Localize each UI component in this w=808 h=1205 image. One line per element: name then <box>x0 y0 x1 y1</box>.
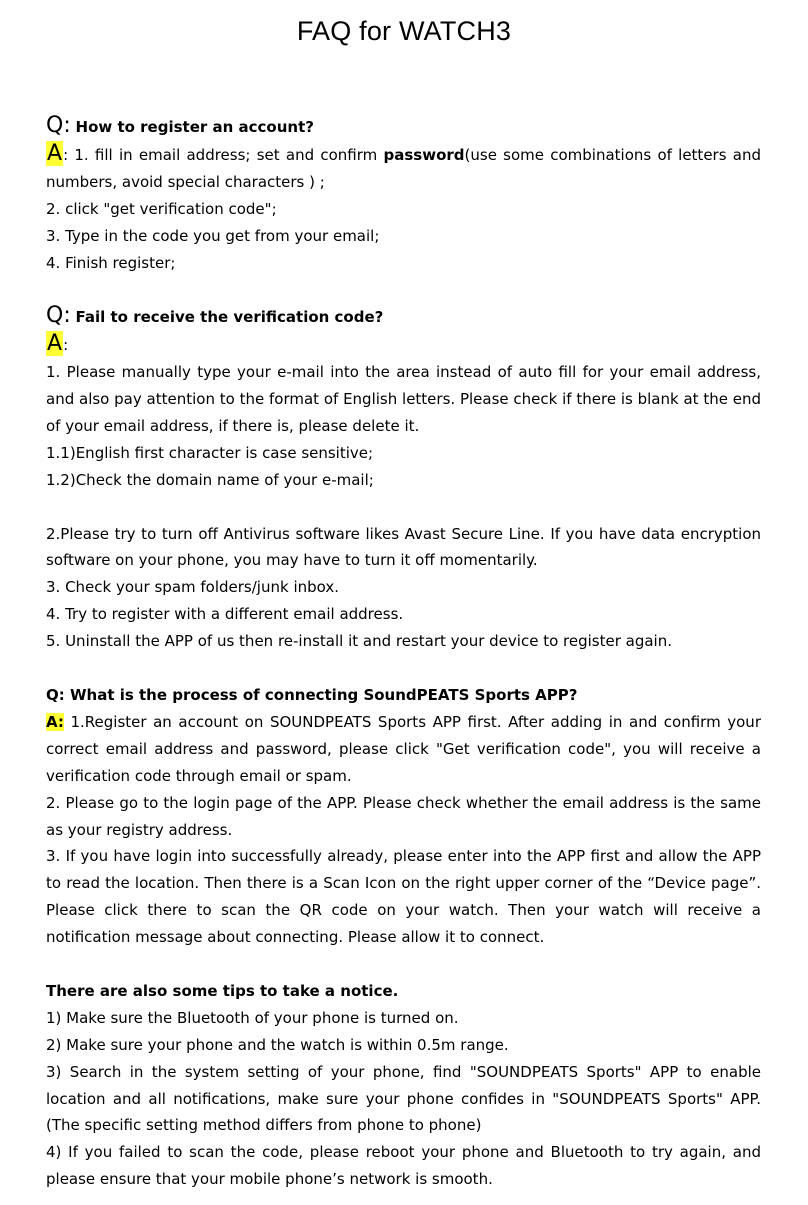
tips-heading: There are also some tips to take a notice. <box>46 981 399 1000</box>
tip-item: 4) If you failed to scan the code, please reboot your phone and Bluetooth to try again, and please ensure that your mobile phone’s network is smooth. <box>46 1143 761 1189</box>
q-label: Q: <box>46 113 71 138</box>
tip-item: 3) Search in the system setting of your phone, find "SOUNDPEATS Sports" APP to enable location and all notifications, make sure your phone confides in "SOUNDPEATS Sports" APP.(The specific setting method differs from phone to phone) <box>46 1062 761 1135</box>
answer-text: 1.Register an account on SOUNDPEATS Sports APP first. After adding in and confirm your correct email address and password, please click "Get verification code", you will receive a verification code through email or spam. <box>46 712 761 785</box>
answer-connecting <box>46 709 761 790</box>
q-label: Q: <box>46 303 71 329</box>
answer-text-pre: 1. fill in email address; set and confirm <box>68 145 384 164</box>
question-text: Fail to receive the verification code? <box>75 308 384 327</box>
a-label: A <box>47 331 63 357</box>
step: 4. Finish register; <box>46 253 176 272</box>
question-register <box>46 113 761 141</box>
a-colon: : <box>63 336 69 355</box>
step: 2. click "get verification code"; <box>46 199 277 218</box>
answer-paragraph: 5. Uninstall the APP of us then re-install it and restart your device to register again. <box>46 632 672 651</box>
page-title: FAQ for WATCH3 <box>296 16 512 46</box>
answer-label-line <box>46 331 761 359</box>
answer-paragraph: 2. Please go to the login page of the APP. Please check whether the email address is the same as your registry address. <box>46 793 761 839</box>
answer-paragraph: 1.2)Check the domain name of your e-mail; <box>46 470 374 489</box>
question-verification <box>46 303 761 331</box>
answer-paragraph: 1. Please manually type your e-mail into the area instead of auto fill for your email address, and also pay attention to the format of English letters. Please check if there is blank at the end of your email address, if there is, please delete it. <box>46 363 761 435</box>
answer-text-bold: password <box>383 145 465 164</box>
a-label: A: <box>46 712 64 731</box>
question-text: How to register an account? <box>75 118 314 136</box>
question-connecting: Q: What is the process of connecting SoundPEATS Sports APP? <box>46 685 578 704</box>
answer-text-post: (use some combinations of letters and numbers, avoid special characters ) ; <box>46 145 761 191</box>
answer-paragraph: 2.Please try to turn off Antivirus software likes Avast Secure Line. If you have data encryption software on your phone, you may have to turn it off momentarily. <box>46 524 761 570</box>
answer-paragraph: 4. Try to register with a different email address. <box>46 605 404 624</box>
answer-paragraph: 3. If you have login into successfully already, please enter into the APP first and allow the APP to read the location. Then there is a Scan Icon on the right upper corner of the “Device page”. Please click there to scan the QR code on your watch. Then your watch will receive a notification message about connecting. Please allow it to connect. <box>46 847 761 947</box>
faq-content <box>46 113 761 1193</box>
answer-register <box>46 141 761 196</box>
a-label: A <box>47 140 63 166</box>
tip-item: 1) Make sure the Bluetooth of your phone is turned on. <box>46 1008 459 1027</box>
tip-item: 2) Make sure your phone and the watch is within 0.5m range. <box>46 1035 509 1054</box>
answer-paragraph: 1.1)English first character is case sensitive; <box>46 443 374 462</box>
a-colon: : <box>63 145 69 164</box>
step: 3. Type in the code you get from your email; <box>46 226 380 245</box>
answer-paragraph: 3. Check your spam folders/junk inbox. <box>46 578 339 597</box>
